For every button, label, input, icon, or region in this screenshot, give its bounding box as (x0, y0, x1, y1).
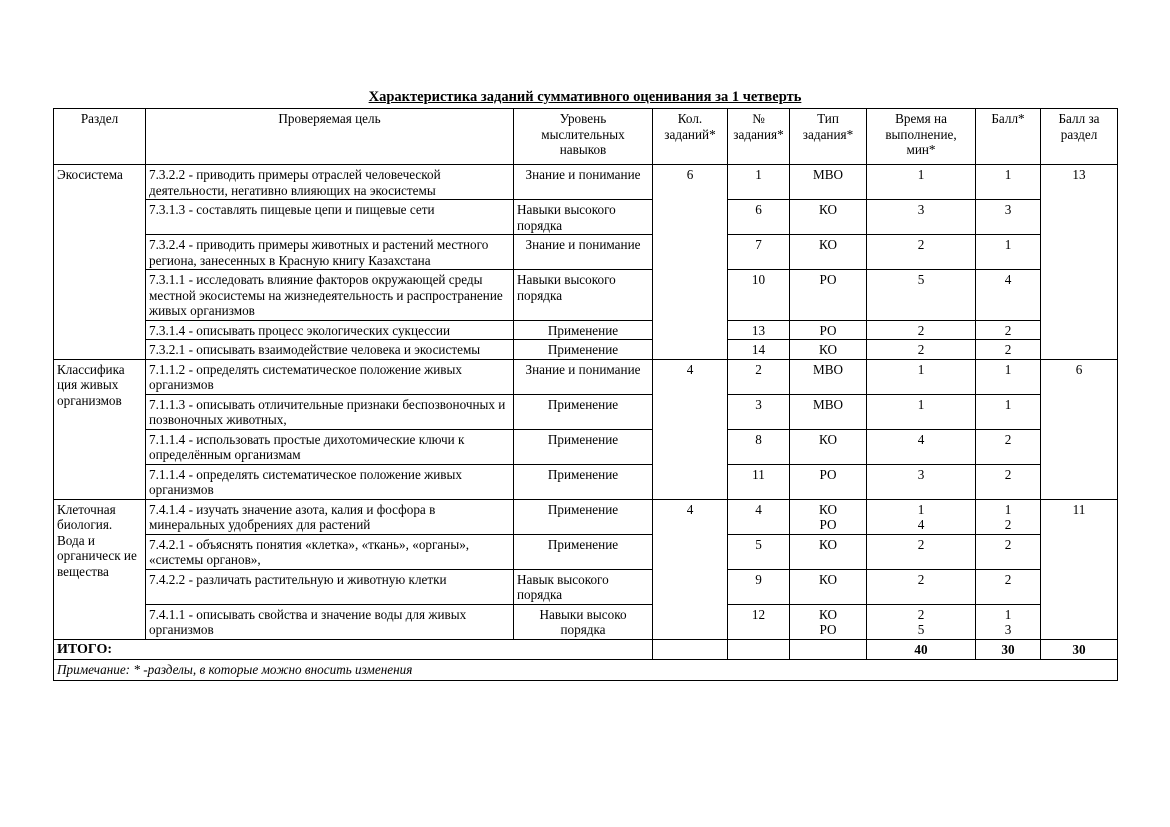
table-header-row (54, 109, 1118, 165)
task-time-cell: 1 (867, 394, 976, 429)
table-row (54, 340, 1118, 360)
task-time-cell: 1 (867, 165, 976, 200)
page-title-text: Характеристика заданий суммативного оценивания за 1 четверть (368, 89, 802, 105)
table-row (54, 200, 1118, 235)
header-count: Кол. заданий* (653, 109, 728, 165)
goal-cell: 7.4.2.2 - различать растительную и животную клетки (146, 569, 514, 604)
task-time-cell: 2 (867, 235, 976, 270)
goal-cell: 7.4.2.1 - объяснять понятия «клетка», «ткань», «органы», «системы органов», (146, 534, 514, 569)
task-type-cell: МВО (790, 394, 867, 429)
header-goal: Проверяемая цель (146, 109, 514, 165)
task-no-cell: 8 (728, 429, 790, 464)
task-time-cell: 3 (867, 200, 976, 235)
total-count-cell (653, 639, 728, 660)
task-type-cell: КО (790, 235, 867, 270)
goal-cell: 7.3.1.1 - исследовать влияние факторов окружающей среды местной экосистемы на жизнедеятельность и распространение живых организмов (146, 270, 514, 321)
task-no-cell: 13 (728, 320, 790, 340)
section-score-cell: 6 (1041, 359, 1118, 499)
total-type-cell (790, 639, 867, 660)
task-time-cell: 1 (867, 359, 976, 394)
goal-cell: 7.4.1.1 - описывать свойства и значение воды для живых организмов (146, 604, 514, 639)
task-type-cell: РО (790, 270, 867, 321)
level-cell: Знание и понимание (514, 165, 653, 200)
task-score-cell: 2 (976, 429, 1041, 464)
task-time-cell: 4 (867, 429, 976, 464)
table-row (54, 320, 1118, 340)
task-score-cell: 4 (976, 270, 1041, 321)
goal-cell: 7.4.1.4 - изучать значение азота, калия и фосфора в минеральных удобрениях для растений (146, 499, 514, 534)
note-row (54, 660, 1118, 681)
header-type: Тип задания* (790, 109, 867, 165)
table-row (54, 569, 1118, 604)
total-score-cell: 30 (976, 639, 1041, 660)
task-time-cell: 2 (867, 569, 976, 604)
level-cell: Применение (514, 499, 653, 534)
task-score-cell: 2 (976, 320, 1041, 340)
task-no-cell: 5 (728, 534, 790, 569)
task-time-cell: 3 (867, 464, 976, 499)
task-type-cell: КО (790, 429, 867, 464)
section-name-cell: Экосистема (54, 165, 146, 360)
total-label-cell: ИТОГО: (54, 639, 653, 660)
task-score-cell: 1 (976, 359, 1041, 394)
table-row (54, 359, 1118, 394)
total-section-score-cell: 30 (1041, 639, 1118, 660)
goal-cell: 7.3.2.4 - приводить примеры животных и растений местного региона, занесенных в Красную книгу Казахстана (146, 235, 514, 270)
task-score-cell: 2 (976, 569, 1041, 604)
total-task-no-cell (728, 639, 790, 660)
task-no-cell: 6 (728, 200, 790, 235)
task-time-cell: 5 (867, 270, 976, 321)
level-cell: Знание и понимание (514, 235, 653, 270)
task-no-cell: 2 (728, 359, 790, 394)
goal-cell: 7.3.2.2 - приводить примеры отраслей человеческой деятельности, негативно влияющих на экосистемы (146, 165, 514, 200)
header-task-no: № задания* (728, 109, 790, 165)
header-level: Уровень мыслительных навыков (514, 109, 653, 165)
task-score-cell: 2 (976, 340, 1041, 360)
goal-cell: 7.1.1.2 - определять систематическое положение живых организмов (146, 359, 514, 394)
section-score-cell: 11 (1041, 499, 1118, 639)
note-cell: Примечание: * -разделы, в которые можно вносить изменения (54, 660, 1118, 681)
level-cell: Знание и понимание (514, 359, 653, 394)
table-row (54, 429, 1118, 464)
task-type-cell: МВО (790, 165, 867, 200)
task-type-cell: КО РО (790, 604, 867, 639)
total-time-cell: 40 (867, 639, 976, 660)
task-type-cell: МВО (790, 359, 867, 394)
level-cell: Навыки высокого порядка (514, 200, 653, 235)
table-row (54, 534, 1118, 569)
level-cell: Применение (514, 464, 653, 499)
task-type-cell: КО (790, 200, 867, 235)
table-row (54, 165, 1118, 200)
task-score-cell: 3 (976, 200, 1041, 235)
assessment-table (53, 108, 1118, 681)
page-title (53, 89, 1117, 105)
level-cell: Навык высокого порядка (514, 569, 653, 604)
task-time-cell: 2 (867, 534, 976, 569)
task-count-cell: 4 (653, 499, 728, 639)
task-no-cell: 7 (728, 235, 790, 270)
task-score-cell: 1 (976, 394, 1041, 429)
task-score-cell: 1 2 (976, 499, 1041, 534)
level-cell: Применение (514, 320, 653, 340)
table-row (54, 235, 1118, 270)
goal-cell: 7.3.1.4 - описывать процесс экологических сукцессии (146, 320, 514, 340)
goal-cell: 7.3.1.3 - составлять пищевые цепи и пищевые сети (146, 200, 514, 235)
table-row (54, 499, 1118, 534)
task-type-cell: КО (790, 340, 867, 360)
header-score: Балл* (976, 109, 1041, 165)
table-row (54, 270, 1118, 321)
task-time-cell: 2 5 (867, 604, 976, 639)
total-row (54, 639, 1118, 660)
task-no-cell: 4 (728, 499, 790, 534)
level-cell: Навыки высокого порядка (514, 270, 653, 321)
header-section-score: Балл за раздел (1041, 109, 1118, 165)
table-row (54, 604, 1118, 639)
task-no-cell: 14 (728, 340, 790, 360)
task-time-cell: 1 4 (867, 499, 976, 534)
task-count-cell: 4 (653, 359, 728, 499)
task-type-cell: КО (790, 534, 867, 569)
task-no-cell: 12 (728, 604, 790, 639)
table-header (54, 109, 1118, 165)
level-cell: Применение (514, 340, 653, 360)
task-type-cell: КО (790, 569, 867, 604)
task-score-cell: 1 3 (976, 604, 1041, 639)
level-cell: Применение (514, 394, 653, 429)
task-type-cell: КО РО (790, 499, 867, 534)
task-no-cell: 3 (728, 394, 790, 429)
task-no-cell: 1 (728, 165, 790, 200)
goal-cell: 7.1.1.4 - использовать простые дихотомические ключи к определённым организмам (146, 429, 514, 464)
task-score-cell: 1 (976, 165, 1041, 200)
task-type-cell: РО (790, 320, 867, 340)
task-count-cell: 6 (653, 165, 728, 360)
level-cell: Навыки высоко порядка (514, 604, 653, 639)
level-cell: Применение (514, 429, 653, 464)
table-row (54, 394, 1118, 429)
task-no-cell: 9 (728, 569, 790, 604)
goal-cell: 7.3.2.1 - описывать взаимодействие человека и экосистемы (146, 340, 514, 360)
section-name-cell: Клеточная биология. Вода и органическ ие вещества (54, 499, 146, 639)
section-name-cell: Классифика ция живых организмов (54, 359, 146, 499)
task-time-cell: 2 (867, 340, 976, 360)
goal-cell: 7.1.1.4 - определять систематическое положение живых организмов (146, 464, 514, 499)
table-body (54, 165, 1118, 681)
level-cell: Применение (514, 534, 653, 569)
header-time: Время на выполнение, мин* (867, 109, 976, 165)
task-score-cell: 1 (976, 235, 1041, 270)
task-time-cell: 2 (867, 320, 976, 340)
table-row (54, 464, 1118, 499)
task-no-cell: 10 (728, 270, 790, 321)
header-section: Раздел (54, 109, 146, 165)
task-score-cell: 2 (976, 464, 1041, 499)
goal-cell: 7.1.1.3 - описывать отличительные признаки беспозвоночных и позвоночных животных, (146, 394, 514, 429)
task-score-cell: 2 (976, 534, 1041, 569)
section-score-cell: 13 (1041, 165, 1118, 360)
task-type-cell: РО (790, 464, 867, 499)
task-no-cell: 11 (728, 464, 790, 499)
